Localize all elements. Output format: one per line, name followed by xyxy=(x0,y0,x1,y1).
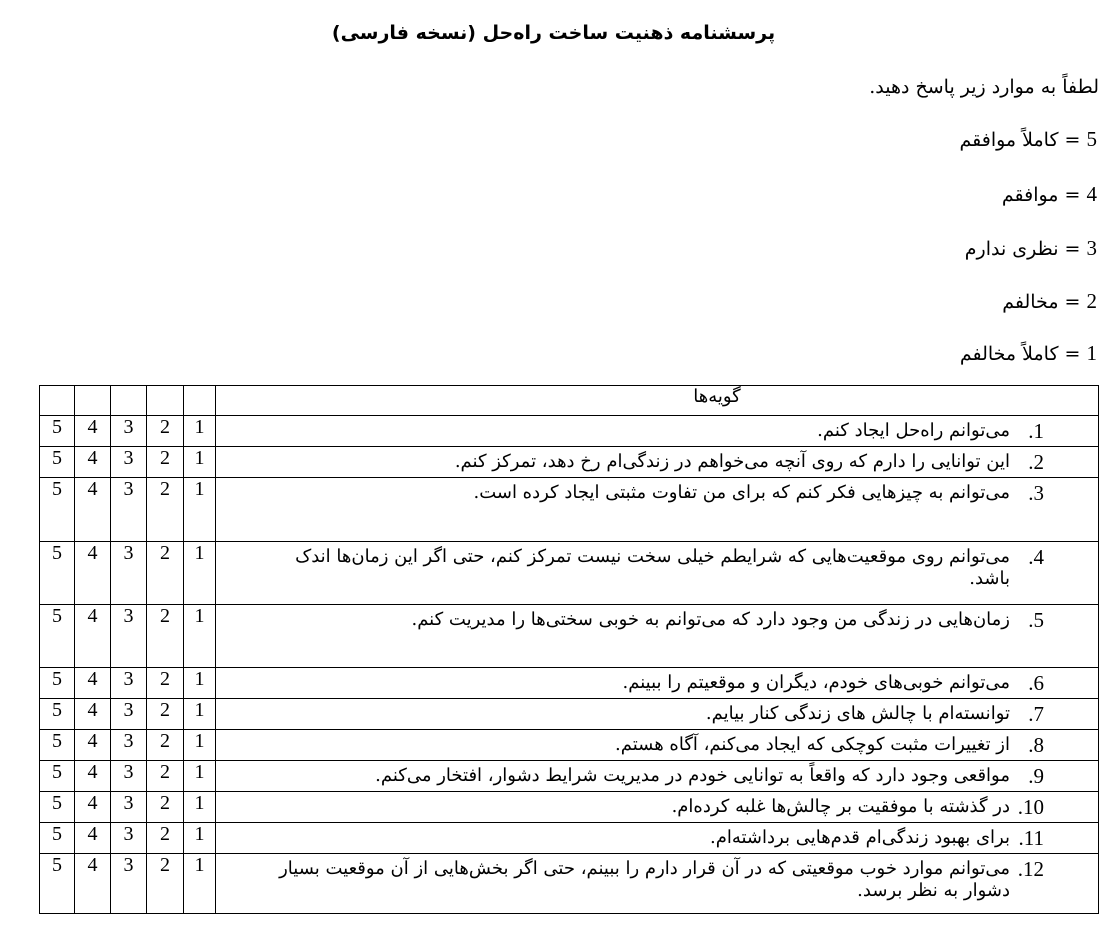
score-option-4[interactable]: 4 xyxy=(75,792,111,823)
score-option-4[interactable]: 4 xyxy=(75,730,111,761)
item-number: 10. xyxy=(1017,795,1044,819)
score-option-1[interactable]: 1 xyxy=(184,605,216,668)
score-option-5[interactable]: 5 xyxy=(40,416,75,447)
score-option-4[interactable]: 4 xyxy=(75,542,111,605)
item-text: این توانایی را دارم که روی آنچه می‌خواهم در زندگی‌ام رخ دهد، تمرکز کنم. xyxy=(454,451,1010,472)
table-row xyxy=(40,416,1099,447)
scale-label: کاملاً موافقم xyxy=(959,129,1059,151)
score-option-2[interactable]: 2 xyxy=(147,605,184,668)
score-option-1[interactable]: 1 xyxy=(184,668,216,699)
item-cell xyxy=(216,823,1099,854)
score-option-5[interactable]: 5 xyxy=(40,447,75,478)
score-option-1[interactable]: 1 xyxy=(184,823,216,854)
score-option-4[interactable]: 4 xyxy=(75,854,111,914)
score-option-5[interactable]: 5 xyxy=(40,730,75,761)
page-title: پرسشنامه ذهنیت ساخت راه‌حل (نسخه فارسی) xyxy=(331,22,776,44)
score-option-4[interactable]: 4 xyxy=(75,416,111,447)
item-cell xyxy=(216,542,1099,605)
scale-value: 4 xyxy=(1086,182,1097,206)
item-number: 5. xyxy=(1028,608,1044,632)
item-number: 1. xyxy=(1028,419,1044,443)
score-option-3[interactable]: 3 xyxy=(111,699,147,730)
scale-value: 1 xyxy=(1086,341,1097,365)
item-number: 11. xyxy=(1018,826,1044,850)
score-option-3[interactable]: 3 xyxy=(111,447,147,478)
score-option-4[interactable]: 4 xyxy=(75,447,111,478)
scale-item: 5 = کاملاً موافقم xyxy=(959,127,1097,151)
score-option-2[interactable]: 2 xyxy=(147,416,184,447)
score-option-5[interactable]: 5 xyxy=(40,699,75,730)
item-number: 9. xyxy=(1028,764,1044,788)
score-option-2[interactable]: 2 xyxy=(147,447,184,478)
scale-label: کاملاً مخالفم xyxy=(959,343,1059,365)
score-option-5[interactable]: 5 xyxy=(40,823,75,854)
item-number: 7. xyxy=(1028,702,1044,726)
score-header-cell xyxy=(147,386,184,416)
score-option-3[interactable]: 3 xyxy=(111,478,147,542)
scale-value: 2 xyxy=(1086,289,1097,313)
scale-item: 2 = مخالفم xyxy=(1002,289,1097,313)
item-number: 3. xyxy=(1028,481,1044,505)
scale-label: مخالفم xyxy=(1002,291,1059,313)
score-option-5[interactable]: 5 xyxy=(40,854,75,914)
score-option-1[interactable]: 1 xyxy=(184,699,216,730)
table-row xyxy=(40,823,1099,854)
score-option-4[interactable]: 4 xyxy=(75,605,111,668)
table-row xyxy=(40,761,1099,792)
item-cell xyxy=(216,854,1099,914)
score-header-cell xyxy=(75,386,111,416)
score-option-4[interactable]: 4 xyxy=(75,823,111,854)
item-text: توانسته‌ام با چالش های زندگی کنار بیایم. xyxy=(705,703,1010,724)
item-text: می‌توانم به چیزهایی فکر کنم که برای من تفاوت مثبتی ایجاد کرده است. xyxy=(473,482,1010,503)
item-text: مواقعی وجود دارد که واقعاً به توانایی خودم در مدیریت شرایط دشوار، افتخار می‌کنم. xyxy=(375,765,1010,786)
score-option-2[interactable]: 2 xyxy=(147,823,184,854)
table-row xyxy=(40,542,1099,605)
item-text: در گذشته با موفقیت بر چالش‌ها غلبه کرده‌ام. xyxy=(671,796,1010,817)
item-number: 12. xyxy=(1017,857,1044,881)
scale-value: 3 xyxy=(1086,236,1097,260)
scale-label: نظری ندارم xyxy=(964,238,1059,260)
score-option-4[interactable]: 4 xyxy=(75,478,111,542)
item-cell xyxy=(216,668,1099,699)
item-cell xyxy=(216,416,1099,447)
score-option-5[interactable]: 5 xyxy=(40,668,75,699)
score-option-4[interactable]: 4 xyxy=(75,761,111,792)
score-option-3[interactable]: 3 xyxy=(111,823,147,854)
item-text: می‌توانم راه‌حل ایجاد کنم. xyxy=(817,420,1010,441)
item-number: 4. xyxy=(1028,545,1044,569)
score-option-1[interactable]: 1 xyxy=(184,854,216,914)
score-option-3[interactable]: 3 xyxy=(111,668,147,699)
item-cell xyxy=(216,761,1099,792)
score-option-2[interactable]: 2 xyxy=(147,542,184,605)
items-header: گویه‌ها xyxy=(216,386,1099,416)
item-cell xyxy=(216,605,1099,668)
table-row xyxy=(40,447,1099,478)
score-option-5[interactable]: 5 xyxy=(40,761,75,792)
score-option-1[interactable]: 1 xyxy=(184,761,216,792)
score-option-5[interactable]: 5 xyxy=(40,792,75,823)
table-row xyxy=(40,792,1099,823)
score-option-2[interactable]: 2 xyxy=(147,854,184,914)
scale-value: 5 xyxy=(1086,127,1097,151)
table-row xyxy=(40,605,1099,668)
score-header-cell xyxy=(40,386,75,416)
item-cell xyxy=(216,447,1099,478)
item-text: می‌توانم خوبی‌های خودم، دیگران و موقعیتم را ببینم. xyxy=(622,672,1010,693)
scale-item: 1 = کاملاً مخالفم xyxy=(959,341,1097,365)
score-option-3[interactable]: 3 xyxy=(111,792,147,823)
table-row xyxy=(40,854,1099,914)
item-text: می‌توانم موارد خوب موقعیتی که در آن قرار دارم را ببینم، حتی اگر بخش‌هایی از آن موقعیت بسیار دشوار به نظر برسد. xyxy=(279,858,1010,901)
item-cell xyxy=(216,792,1099,823)
score-option-2[interactable]: 2 xyxy=(147,761,184,792)
item-text: می‌توانم روی موقعیت‌هایی که شرایطم خیلی سخت نیست تمرکز کنم، حتی اگر این زمان‌ها اندک باشد. xyxy=(295,546,1010,589)
questionnaire-table xyxy=(39,385,1099,914)
score-option-1[interactable]: 1 xyxy=(184,447,216,478)
scale-item: 4 = موافقم xyxy=(1001,182,1097,206)
score-option-2[interactable]: 2 xyxy=(147,792,184,823)
score-option-1[interactable]: 1 xyxy=(184,730,216,761)
score-option-1[interactable]: 1 xyxy=(184,478,216,542)
score-option-3[interactable]: 3 xyxy=(111,761,147,792)
score-option-3[interactable]: 3 xyxy=(111,730,147,761)
scale-item: 3 = نظری ندارم xyxy=(964,236,1097,260)
score-option-2[interactable]: 2 xyxy=(147,730,184,761)
item-number: 2. xyxy=(1028,450,1044,474)
score-option-5[interactable]: 5 xyxy=(40,478,75,542)
item-number: 8. xyxy=(1028,733,1044,757)
table-row xyxy=(40,730,1099,761)
score-option-4[interactable]: 4 xyxy=(75,699,111,730)
instruction-text: لطفاً به موارد زیر پاسخ دهید. xyxy=(869,76,1099,98)
item-cell xyxy=(216,478,1099,542)
table-header-row xyxy=(40,386,1099,416)
item-cell xyxy=(216,699,1099,730)
table-row xyxy=(40,668,1099,699)
score-option-1[interactable]: 1 xyxy=(184,542,216,605)
item-cell xyxy=(216,730,1099,761)
score-header-cell xyxy=(184,386,216,416)
item-text: زمان‌هایی در زندگی من وجود دارد که می‌توانم به خوبی سختی‌ها را مدیریت کنم. xyxy=(411,609,1010,630)
score-option-2[interactable]: 2 xyxy=(147,699,184,730)
item-text: از تغییرات مثبت کوچکی که ایجاد می‌کنم، آگاه هستم. xyxy=(615,734,1010,755)
score-option-3[interactable]: 3 xyxy=(111,542,147,605)
score-option-2[interactable]: 2 xyxy=(147,668,184,699)
score-option-5[interactable]: 5 xyxy=(40,605,75,668)
score-option-3[interactable]: 3 xyxy=(111,854,147,914)
item-text: برای بهبود زندگی‌ام قدم‌هایی برداشته‌ام. xyxy=(709,827,1010,848)
item-number: 6. xyxy=(1028,671,1044,695)
table-row xyxy=(40,699,1099,730)
score-option-1[interactable]: 1 xyxy=(184,792,216,823)
score-header-cell xyxy=(111,386,147,416)
scale-label: موافقم xyxy=(1001,184,1059,206)
score-option-3[interactable]: 3 xyxy=(111,416,147,447)
score-option-5[interactable]: 5 xyxy=(40,542,75,605)
table-row xyxy=(40,478,1099,542)
score-option-1[interactable]: 1 xyxy=(184,416,216,447)
score-option-2[interactable]: 2 xyxy=(147,478,184,542)
score-option-3[interactable]: 3 xyxy=(111,605,147,668)
score-option-4[interactable]: 4 xyxy=(75,668,111,699)
